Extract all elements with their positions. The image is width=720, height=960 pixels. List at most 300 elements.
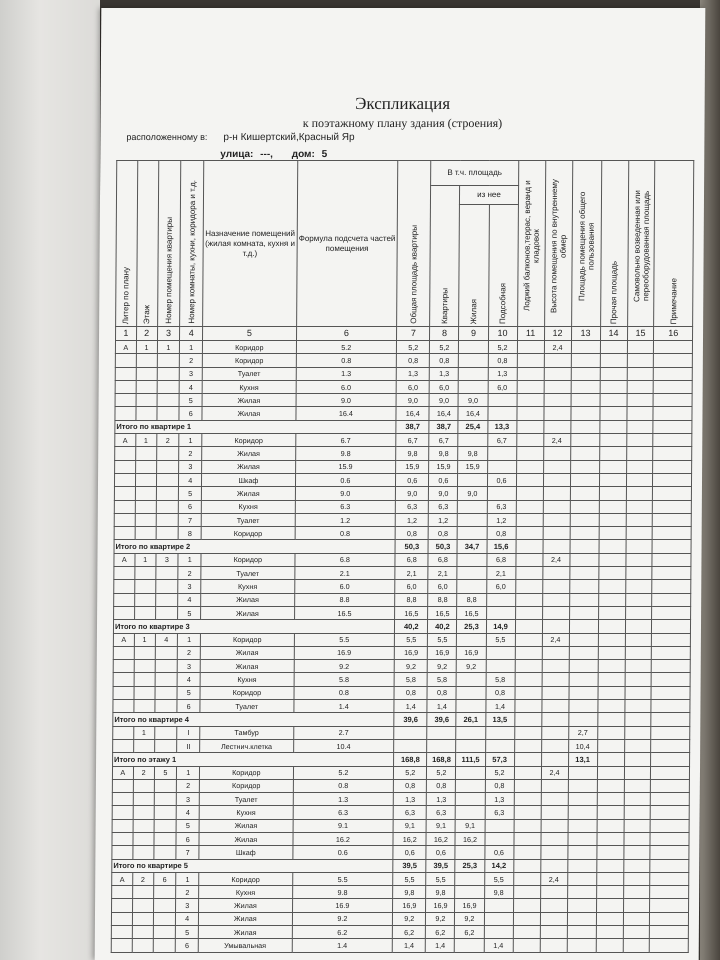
table-cell: Жилая: [198, 926, 291, 939]
table-cell: [599, 500, 626, 513]
table-row: [113, 700, 690, 713]
table-cell: [626, 434, 653, 447]
table-cell: [597, 766, 624, 779]
table-cell: 3: [155, 553, 178, 566]
table-cell: 6: [176, 832, 199, 845]
table-cell: [459, 341, 488, 354]
table-cell: 16,9: [393, 899, 426, 912]
table-cell: [626, 420, 653, 433]
table-cell: [513, 939, 540, 952]
table-row: [115, 447, 692, 460]
table-cell: [570, 500, 599, 513]
table-cell: [542, 580, 569, 593]
table-cell: [114, 500, 135, 513]
table-cell: 0,8: [487, 527, 516, 540]
table-cell: 6: [176, 939, 199, 952]
table-cell: 16,2: [426, 832, 455, 845]
address-line: [220, 149, 327, 160]
table-cell: [597, 713, 624, 726]
table-cell: 3: [177, 793, 200, 806]
table-cell: [541, 700, 568, 713]
table-cell: 4: [176, 912, 199, 925]
table-cell: [133, 819, 154, 832]
table-row: [114, 593, 691, 606]
table-cell: [153, 912, 176, 925]
table-cell: [516, 473, 543, 486]
table-cell: Коридор: [202, 434, 295, 447]
table-cell: 0,8: [485, 779, 514, 792]
header-etazh: Этаж: [136, 161, 158, 327]
table-cell: [598, 646, 625, 659]
table-cell: 168,8: [394, 753, 427, 766]
table-row: [112, 819, 689, 832]
table-cell: 1,4: [392, 939, 425, 952]
table-cell: 5,5: [426, 872, 455, 885]
table-cell: [651, 739, 690, 752]
table-cell: 6,3: [395, 500, 428, 513]
table-cell: [487, 487, 516, 500]
table-cell: 1: [157, 341, 180, 354]
table-cell: [134, 646, 155, 659]
table-cell: [651, 793, 690, 806]
table-cell: 8,8: [457, 593, 486, 606]
table-cell: 38,7: [396, 420, 429, 433]
table-cell: [597, 700, 624, 713]
column-number: 15: [627, 327, 654, 341]
table-cell: [598, 553, 625, 566]
total-row: [114, 540, 691, 553]
table-cell: [652, 553, 691, 566]
table-cell: 0,8: [485, 686, 514, 699]
table-cell: [569, 660, 598, 673]
table-cell: 50,3: [428, 540, 457, 553]
table-cell: 2,4: [540, 872, 567, 885]
street-value: ---,: [260, 149, 273, 160]
table-cell: 38,7: [429, 420, 458, 433]
table-cell: 40,2: [395, 620, 428, 633]
table-cell: [652, 633, 691, 646]
table-cell: 2: [176, 886, 199, 899]
table-body: [111, 341, 692, 953]
table-cell: [543, 447, 570, 460]
header-total-area: Общая площадь квартиры: [397, 161, 431, 327]
table-cell: [135, 500, 156, 513]
table-cell: [567, 886, 596, 899]
table-cell: 6: [179, 500, 202, 513]
table-cell: [599, 434, 626, 447]
table-cell: [623, 926, 650, 939]
table-cell: [598, 580, 625, 593]
table-row: [112, 846, 689, 859]
table-cell: 9.1: [293, 819, 394, 832]
table-cell: [626, 513, 653, 526]
table-cell: [486, 646, 515, 659]
table-cell: 5,5: [484, 872, 513, 885]
table-cell: [134, 700, 155, 713]
table-cell: [597, 806, 624, 819]
table-cell: [624, 766, 651, 779]
table-cell: [600, 354, 627, 367]
table-cell: [114, 487, 135, 500]
table-cell: 39,6: [394, 713, 427, 726]
table-cell: [114, 580, 135, 593]
table-cell: [626, 473, 653, 486]
table-row: [112, 872, 689, 885]
table-cell: 1,3: [485, 793, 514, 806]
table-cell: [570, 460, 599, 473]
table-cell: [157, 394, 180, 407]
table-cell: 10,4: [568, 739, 597, 752]
table-cell: [571, 394, 600, 407]
table-cell: [456, 700, 485, 713]
table-cell: [598, 620, 625, 633]
table-cell: [115, 447, 136, 460]
table-row: [114, 567, 691, 580]
column-number: 3: [157, 327, 180, 341]
table-cell: 4: [178, 593, 201, 606]
table-cell: [651, 819, 690, 832]
table-cell: [596, 899, 623, 912]
table-cell: 16,5: [428, 606, 457, 619]
table-cell: 13,5: [485, 713, 514, 726]
table-cell: 16,5: [395, 606, 428, 619]
table-cell: [132, 926, 153, 939]
table-cell: 9,8: [426, 886, 455, 899]
table-cell: 6.3: [293, 806, 394, 819]
table-cell: 5,2: [430, 341, 459, 354]
table-cell: [624, 726, 651, 739]
table-cell: [156, 487, 179, 500]
table-cell: [541, 713, 568, 726]
table-cell: Коридор: [200, 766, 293, 779]
table-cell: [132, 886, 153, 899]
table-cell: [112, 886, 133, 899]
table-cell: [570, 513, 599, 526]
table-cell: [543, 500, 570, 513]
table-cell: [516, 540, 543, 553]
table-cell: [154, 779, 177, 792]
table-cell: 9,0: [396, 394, 429, 407]
table-cell: [543, 487, 570, 500]
table-cell: 2,1: [428, 567, 457, 580]
table-cell: [153, 846, 176, 859]
table-row: [114, 606, 691, 619]
table-cell: 0,6: [429, 473, 458, 486]
table-cell: [652, 567, 691, 580]
table-cell: 9,2: [457, 660, 486, 673]
table-cell: [541, 726, 568, 739]
table-cell: 6,3: [487, 500, 516, 513]
table-cell: 2: [178, 646, 201, 659]
table-cell: [569, 553, 598, 566]
table-cell: [135, 527, 156, 540]
table-cell: [568, 779, 597, 792]
table-cell: [133, 779, 154, 792]
table-cell: [541, 753, 568, 766]
table-cell: 8: [178, 527, 201, 540]
table-cell: [112, 793, 133, 806]
table-cell: [600, 341, 627, 354]
table-cell: [544, 367, 571, 380]
column-number: 4: [180, 327, 203, 341]
table-cell: Жилая: [202, 487, 295, 500]
table-cell: [136, 380, 157, 393]
table-row: [113, 686, 690, 699]
table-cell: [515, 620, 542, 633]
table-cell: [597, 726, 624, 739]
table-cell: [653, 500, 692, 513]
table-cell: 1: [178, 633, 201, 646]
table-cell: 6,2: [455, 926, 484, 939]
table-cell: 5,8: [427, 673, 456, 686]
table-cell: 3: [180, 367, 203, 380]
table-cell: [156, 460, 179, 473]
table-cell: 9,2: [455, 912, 484, 925]
table-cell: 15,9: [458, 460, 487, 473]
table-cell: [155, 660, 178, 673]
table-cell: [517, 354, 544, 367]
table-row: [111, 939, 688, 952]
table-cell: 39,6: [427, 713, 456, 726]
table-cell: [488, 394, 517, 407]
table-cell: [513, 859, 540, 872]
table-cell: [624, 700, 651, 713]
table-cell: [485, 726, 514, 739]
table-row: [115, 434, 692, 447]
table-cell: 168,8: [427, 753, 456, 766]
table-cell: 0,8: [397, 354, 430, 367]
table-cell: [599, 460, 626, 473]
table-row: [113, 726, 690, 739]
table-cell: [484, 899, 513, 912]
table-cell: [570, 527, 599, 540]
table-cell: [513, 886, 540, 899]
table-cell: [516, 420, 543, 433]
table-cell: [568, 806, 597, 819]
table-row: [112, 779, 689, 792]
table-cell: [541, 739, 568, 752]
table-cell: 26,1: [456, 713, 485, 726]
table-cell: Жилая: [201, 593, 294, 606]
table-cell: [567, 846, 596, 859]
table-cell: [653, 473, 692, 486]
table-cell: 6.0: [296, 380, 397, 393]
location-label: расположенному в:: [126, 132, 208, 142]
table-cell: 6.3: [295, 500, 396, 513]
table-cell: [652, 606, 691, 619]
table-cell: [567, 939, 596, 952]
table-cell: [486, 606, 515, 619]
table-cell: А: [115, 341, 136, 354]
table-cell: [569, 606, 598, 619]
header-apartments: Квартиры: [430, 186, 460, 327]
table-cell: [568, 819, 597, 832]
table-cell: 15,9: [396, 460, 429, 473]
table-cell: 2,4: [542, 633, 569, 646]
table-cell: 2: [177, 779, 200, 792]
table-cell: [597, 753, 624, 766]
table-cell: [599, 407, 626, 420]
table-cell: 6,8: [395, 553, 428, 566]
table-cell: [626, 500, 653, 513]
table-cell: Туалет: [200, 700, 293, 713]
table-cell: 9.0: [296, 394, 397, 407]
table-cell: [456, 766, 485, 779]
table-row: [112, 886, 689, 899]
table-cell: [114, 567, 135, 580]
table-cell: 10.4: [293, 739, 394, 752]
table-cell: [514, 779, 541, 792]
table-cell: 4: [179, 380, 202, 393]
table-cell: [516, 513, 543, 526]
table-cell: [112, 899, 133, 912]
table-cell: [624, 793, 651, 806]
table-cell: [458, 434, 487, 447]
table-cell: [113, 646, 134, 659]
table-cell: [568, 766, 597, 779]
table-cell: [517, 367, 544, 380]
table-cell: [544, 354, 571, 367]
table-row: [113, 633, 690, 646]
table-cell: [516, 434, 543, 447]
table-cell: [155, 580, 178, 593]
table-cell: [457, 567, 486, 580]
column-number: 10: [488, 327, 517, 341]
table-cell: [455, 939, 484, 952]
table-cell: 7: [176, 846, 199, 859]
table-cell: [600, 367, 627, 380]
table-cell: 0.6: [295, 473, 396, 486]
table-cell: [459, 380, 488, 393]
table-cell: 14,9: [486, 620, 515, 633]
table-cell: [456, 806, 485, 819]
table-cell: 5,5: [428, 633, 457, 646]
table-cell: 9.0: [295, 487, 396, 500]
table-cell: [514, 753, 541, 766]
table-cell: [571, 354, 600, 367]
table-cell: [514, 832, 541, 845]
table-cell: [626, 447, 653, 460]
table-cell: [653, 434, 692, 447]
table-cell: 3: [178, 660, 201, 673]
document-title: Экспликация: [355, 94, 451, 113]
table-cell: [515, 673, 542, 686]
table-cell: 6,7: [487, 434, 516, 447]
table-cell: [624, 779, 651, 792]
table-cell: 1: [180, 341, 203, 354]
table-cell: [625, 633, 652, 646]
table-cell: 6,7: [396, 434, 429, 447]
table-cell: [458, 527, 487, 540]
column-number: 8: [430, 327, 459, 341]
table-cell: [650, 872, 689, 885]
table-cell: 5: [154, 766, 177, 779]
table-cell: 1: [179, 434, 202, 447]
table-cell: [513, 899, 540, 912]
table-cell: [114, 527, 135, 540]
table-cell: 39,5: [426, 859, 455, 872]
table-cell: [155, 646, 178, 659]
table-cell: [596, 859, 623, 872]
table-cell: 6,3: [393, 806, 426, 819]
header-auxiliary: Подсобная: [488, 205, 518, 327]
table-cell: [597, 739, 624, 752]
table-cell: 1,3: [430, 367, 459, 380]
table-cell: [569, 580, 598, 593]
table-cell: 5: [176, 926, 199, 939]
table-cell: [133, 739, 154, 752]
table-cell: [652, 593, 691, 606]
header-room-number: Номер комнаты, кухни, коридора и т.д.: [180, 161, 204, 327]
table-cell: 2: [179, 447, 202, 460]
total-label: Итого по квартире 1: [115, 420, 396, 433]
table-cell: [567, 912, 596, 925]
table-cell: [135, 460, 156, 473]
table-cell: [115, 380, 136, 393]
table-cell: [624, 819, 651, 832]
table-cell: [487, 447, 516, 460]
table-cell: 0,8: [394, 779, 427, 792]
table-cell: 9,1: [393, 819, 426, 832]
table-row: [115, 341, 692, 354]
table-cell: [625, 660, 652, 673]
table-cell: [157, 380, 180, 393]
table-cell: [514, 793, 541, 806]
table-cell: 5,2: [394, 766, 427, 779]
table-cell: [515, 633, 542, 646]
table-cell: [485, 819, 514, 832]
table-cell: 1,3: [427, 793, 456, 806]
table-cell: [625, 606, 652, 619]
table-cell: 9,8: [458, 447, 487, 460]
table-cell: [654, 394, 693, 407]
table-cell: [650, 939, 689, 952]
table-cell: 16,9: [428, 646, 457, 659]
table-cell: [487, 460, 516, 473]
table-cell: [157, 367, 180, 380]
table-row: [114, 553, 691, 566]
table-cell: [623, 872, 650, 885]
table-cell: [540, 859, 567, 872]
table-cell: 4: [155, 633, 178, 646]
table-cell: [653, 487, 692, 500]
table-cell: 9,0: [458, 487, 487, 500]
table-cell: 9,1: [426, 819, 455, 832]
table-cell: [567, 832, 596, 845]
table-cell: 6.7: [295, 434, 396, 447]
header-height: Высота помещения по внутреннему обмер: [544, 161, 572, 327]
table-cell: [115, 367, 136, 380]
table-cell: 16,9: [394, 646, 427, 659]
table-cell: [456, 726, 485, 739]
table-cell: II: [177, 739, 200, 752]
table-cell: [624, 713, 651, 726]
table-cell: 16,9: [455, 899, 484, 912]
table-cell: 5,5: [395, 633, 428, 646]
table-cell: Коридор: [199, 872, 292, 885]
table-cell: [626, 460, 653, 473]
table-cell: [541, 832, 568, 845]
header-litera: Литер по плану: [116, 161, 138, 327]
table-cell: Жилая: [199, 899, 292, 912]
table-cell: [135, 473, 156, 486]
table-cell: 9,0: [429, 487, 458, 500]
table-cell: [598, 686, 625, 699]
table-cell: [599, 447, 626, 460]
table-cell: [516, 487, 543, 500]
table-cell: [114, 473, 135, 486]
table-cell: [653, 447, 692, 460]
